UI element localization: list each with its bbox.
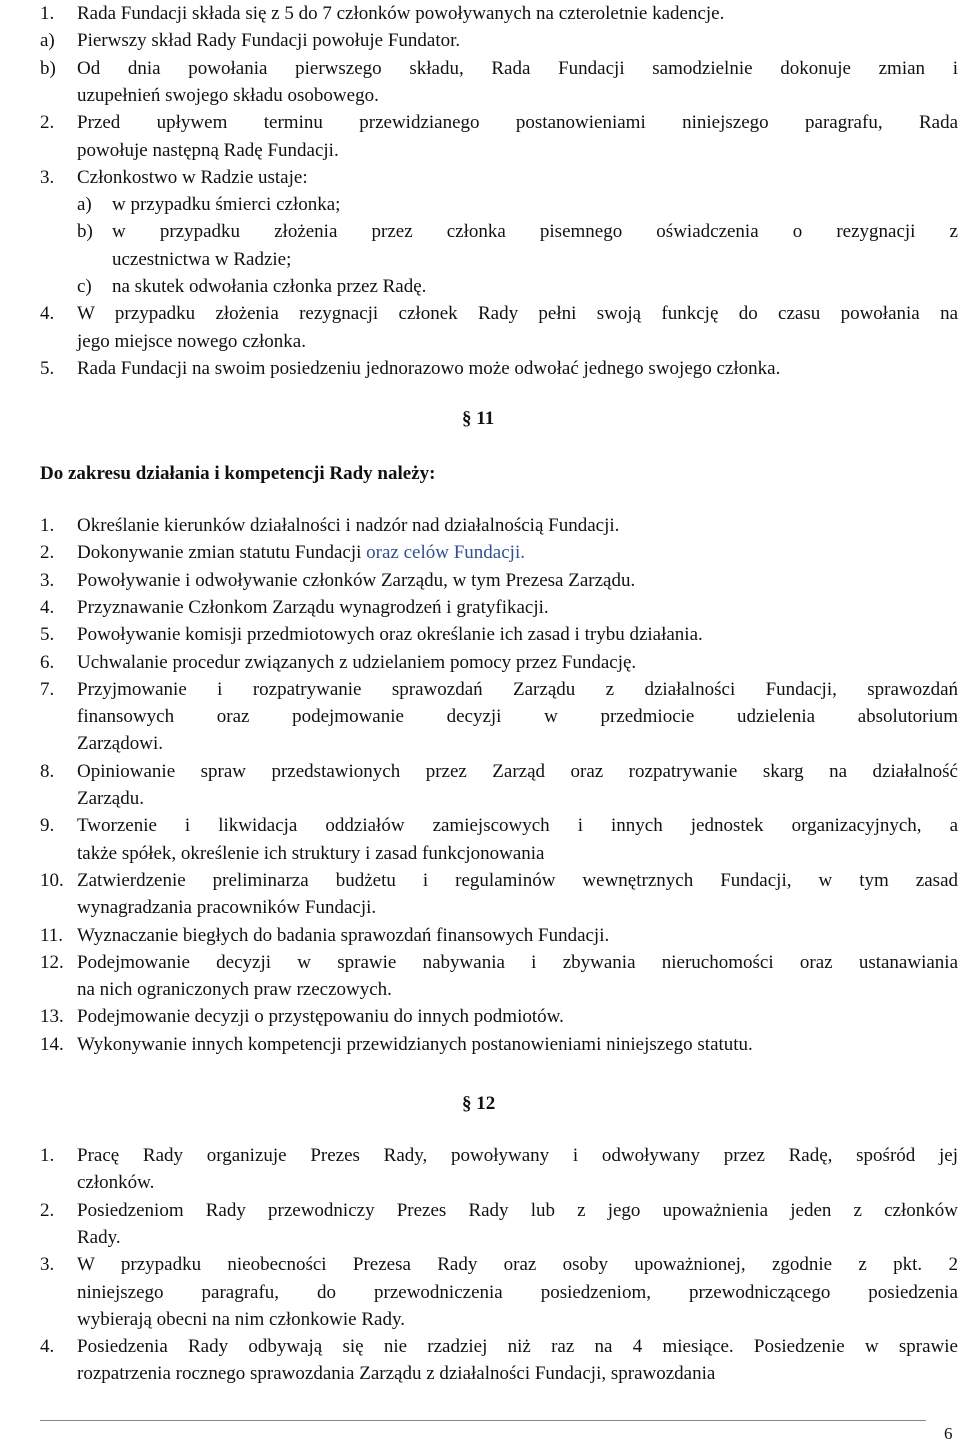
list-item-number: 2. (40, 112, 55, 134)
list-item-number: b) (77, 221, 93, 243)
list-item-text: na nich ograniczonych praw rzeczowych. (77, 979, 392, 1001)
list-item-number: 8. (40, 760, 55, 782)
list-item-number: 1. (40, 1145, 55, 1166)
list-item-text: Podejmowanie decyzji o przystępowaniu do innych podmiotów. (77, 1006, 564, 1028)
list-item-text: Określanie kierunków działalności i nadzór nad działalnością Fundacji. (77, 515, 620, 536)
list-item-text: Pierwszy skład Rady Fundacji powołuje Fundator. (77, 30, 461, 52)
list-item-number: 6. (40, 651, 55, 673)
list-item-text: W przypadku złożenia rezygnacji członek Rady pełni swoją funkcję do czasu powołania na (77, 303, 958, 325)
list-item-number: a) (40, 30, 55, 52)
list-item-text: w przypadku śmierci członka; (112, 194, 341, 216)
list-item-number: 1. (40, 515, 55, 536)
list-item-number: 13. (40, 1006, 64, 1028)
list-item-number: 3. (40, 569, 55, 591)
list-item-text: Przyjmowanie i rozpatrywanie sprawozdań Zarządu z działalności Fundacji, sprawozdań (77, 678, 958, 700)
list-item-text: finansowych oraz podejmowanie decyzji w przedmiocie udzielenia absolutorium (77, 706, 958, 728)
list-item-text: Członkostwo w Radzie ustaje: (77, 166, 308, 188)
list-item-text: Opiniowanie spraw przedstawionych przez Zarząd oraz rozpatrywanie skarg na działalność (77, 760, 958, 782)
list-item-text: wybierają obecni na nim członkowie Rady. (77, 1308, 405, 1330)
list-item-text: powołuje następną Radę Fundacji. (77, 139, 339, 161)
list-item-number: 10. (40, 869, 64, 891)
section-11-title: § 11 (462, 408, 495, 429)
list-item-number: b) (40, 57, 56, 79)
section-12-title: § 12 (462, 1093, 496, 1114)
list-item-text: Powoływanie komisji przedmiotowych oraz określanie ich zasad i trybu działania. (77, 624, 703, 646)
list-item-number: 3. (40, 166, 55, 188)
list-item-text: jego miejsce nowego członka. (77, 330, 306, 352)
list-item-number: 4. (40, 303, 55, 325)
list-item-text: Rady. (77, 1226, 121, 1248)
list-item-text: Przyznawanie Członkom Zarządu wynagrodzeń i gratyfikacji. (77, 596, 549, 618)
list-item-text: W przypadku nieobecności Prezesa Rady oraz osoby upoważnionej, zgodnie z pkt. 2 (77, 1254, 958, 1276)
list-item-text: Powoływanie i odwoływanie członków Zarządu, w tym Prezesa Zarządu. (77, 569, 636, 591)
list-item-number: 1. (40, 3, 55, 24)
list-item-number: 5. (40, 624, 55, 646)
list-item-number: c) (77, 276, 92, 297)
list-item-text: Tworzenie i likwidacja oddziałów zamiejscowych i innych jednostek organizacyjnych, a (77, 815, 958, 837)
list-item-text: Przed upływem terminu przewidzianego postanowieniami niniejszego paragrafu, Rada (77, 112, 958, 134)
list-item-number: 9. (40, 815, 55, 837)
list-item-number: 4. (40, 596, 55, 618)
list-item-text: Posiedzenia Rady odbywają się nie rzadziej niż raz na 4 miesiące. Posiedzenie w sprawie (77, 1336, 958, 1358)
section-11-heading: Do zakresu działania i kompetencji Rady należy: (40, 463, 436, 484)
list-item-number: 14. (40, 1033, 64, 1055)
list-item-number: 12. (40, 951, 64, 973)
list-item-text: Wykonywanie innych kompetencji przewidzianych postanowieniami niniejszego statutu. (77, 1033, 753, 1055)
list-item-text: rozpatrzenia rocznego sprawozdania Zarządu z działalności Fundacji, sprawozdania (77, 1363, 716, 1385)
list-item-number: 2. (40, 1199, 55, 1221)
list-item-text: Zarządu. (77, 788, 144, 809)
list-item-text: uzupełnień swojego składu osobowego. (77, 84, 379, 106)
list-item-text: Wyznaczanie biegłych do badania sprawozdań finansowych Fundacji. (77, 924, 610, 946)
list-item-text: członków. (77, 1172, 155, 1194)
list-item-number: 4. (40, 1336, 55, 1358)
list-item-text: Rada Fundacji na swoim posiedzeniu jednorazowo może odwołać jednego swojego członka. (77, 357, 781, 379)
list-item-text: w przypadku złożenia przez członka pisemnego oświadczenia o rezygnacji z (112, 221, 958, 243)
list-item-text: niniejszego paragrafu, do przewodniczenia posiedzeniom, przewodniczącego posiedzenia (77, 1281, 958, 1303)
list-item-text (77, 539, 525, 566)
list-item-text: uczestnictwa w Radzie; (112, 248, 292, 270)
list-item-number: 5. (40, 357, 55, 379)
list-item-number: 3. (40, 1254, 55, 1276)
list-item-text: wynagradzania pracowników Fundacji. (77, 897, 377, 919)
list-item-text: na skutek odwołania członka przez Radę. (112, 276, 427, 297)
list-item-text-part: Dokonywanie zmian statutu Fundacji (77, 542, 362, 564)
list-item-number: 2. (40, 542, 55, 564)
list-item-text: Pracę Rady organizuje Prezes Rady, powoływany i odwoływany przez Radę, spośród jej (77, 1145, 958, 1166)
link-text[interactable]: oraz celów Fundacji. (361, 542, 525, 564)
list-item-text: Od dnia powołania pierwszego składu, Rada Fundacji samodzielnie dokonuje zmian i (77, 57, 958, 79)
list-item-text: Posiedzeniom Rady przewodniczy Prezes Rady lub z jego upoważnienia jeden z członków (77, 1199, 958, 1221)
list-item-text: Zatwierdzenie preliminarza budżetu i regulaminów wewnętrznych Fundacji, w tym zasad (77, 869, 958, 891)
list-item-text: także spółek, określenie ich struktury i zasad funkcjonowania (77, 842, 545, 864)
footer-rule (40, 1420, 926, 1421)
list-item-text: Zarządowi. (77, 733, 163, 755)
list-item-number: 11. (40, 924, 64, 946)
list-item-text: Uchwalanie procedur związanych z udzielaniem pomocy przez Fundację. (77, 651, 637, 673)
list-item-text: Rada Fundacji składa się z 5 do 7 członków powoływanych na czteroletnie kadencje. (77, 3, 725, 24)
list-item-text: Podejmowanie decyzji w sprawie nabywania i zbywania nieruchomości oraz ustanawiania (77, 951, 958, 973)
list-item-number: a) (77, 194, 92, 216)
list-item-number: 7. (40, 678, 55, 700)
page-number: 6 (944, 1424, 953, 1443)
